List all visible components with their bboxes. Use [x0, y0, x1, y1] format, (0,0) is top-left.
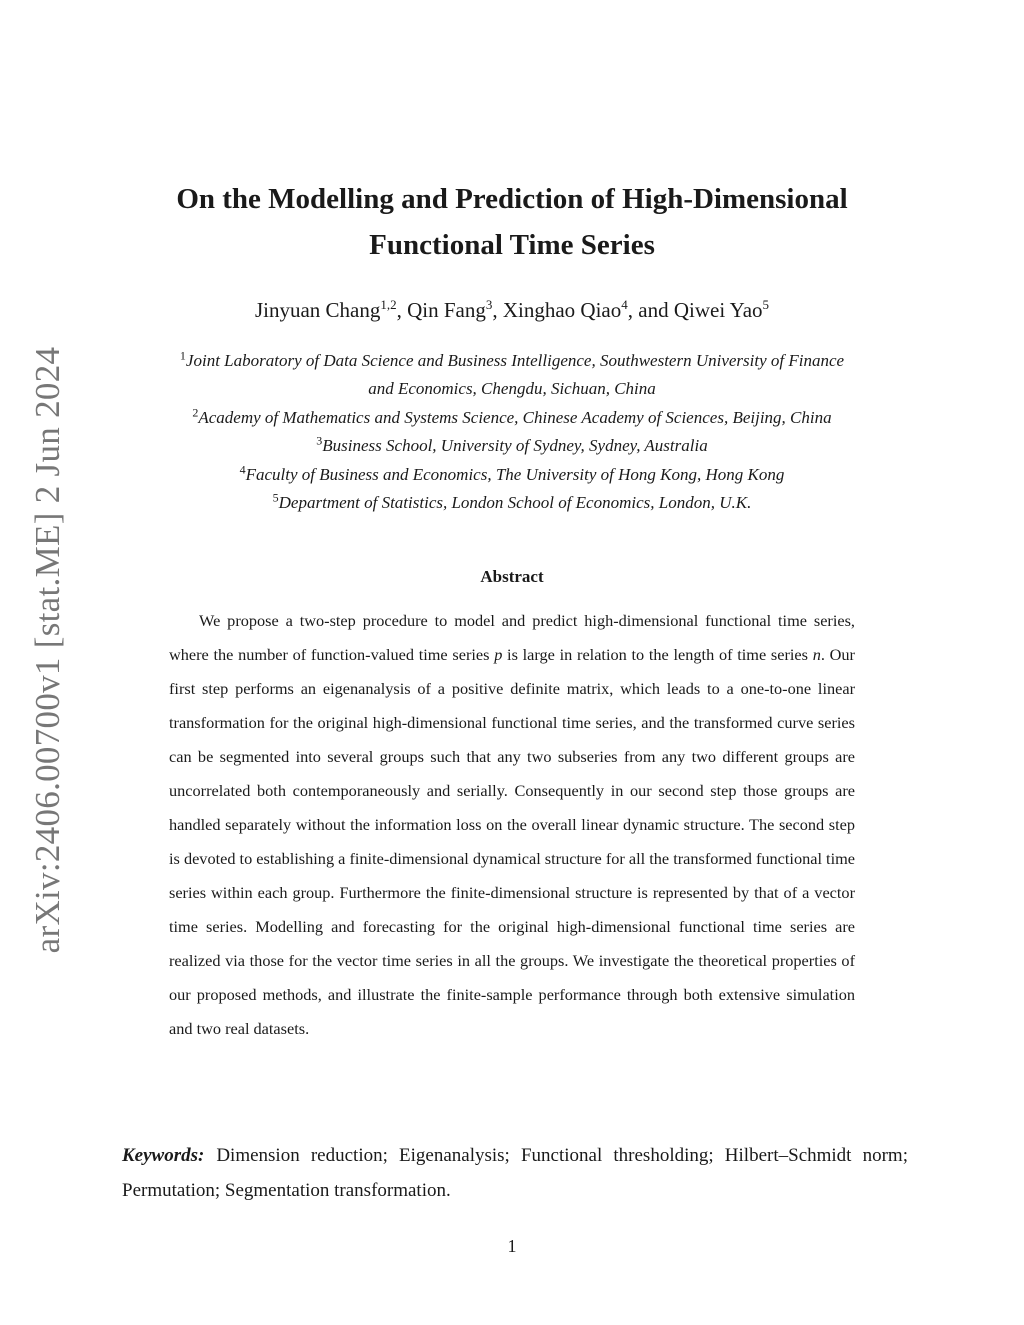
author-affiliation-mark: 5 — [762, 297, 770, 312]
affiliation-mark: 2 — [192, 405, 199, 420]
author-affiliation-mark: 4 — [621, 297, 628, 312]
author-name: Xinghao Qiao — [502, 298, 622, 322]
title-line-1: On the Modelling and Prediction of High-Dimensional — [176, 183, 848, 215]
arxiv-identifier-stamp: arXiv:2406.00700v1 [stat.ME] 2 Jun 2024 — [28, 346, 67, 954]
author-name: Qiwei Yao — [673, 298, 763, 322]
math-variable-n: n — [812, 645, 821, 664]
author-separator: , — [492, 298, 503, 322]
abstract-body: We propose a two-step procedure to model and predict high-dimensional functional time series, where the number of function-valued time series p is large in relation to the length of time series n. Our first step performs an eigenanalysis of a positive definite matrix, which leads to a one-to-one linear transformation for the original high-dimensional functional time series, and the transformed curve series can be segmented into several groups such that any two subseries from any two different groups are uncorrelated both contemporaneously and serially. Consequently in our second step those groups are handled separately without the information loss on the overall linear dynamic structure. The second step is devoted to establishing a finite-dimensional dynamical structure for all the transformed functional time series within each group. Furthermore the finite-dimensional structure is represented by that of a vector time series. Modelling and forecasting for the original high-dimensional functional time series are realized via those for the vector time series in all the groups. We investigate the theoretical properties of our proposed methods, and illustrate the finite-sample performance through both extensive simulation and two real datasets. — [169, 611, 855, 1038]
affiliation-list — [110, 347, 914, 517]
abstract-heading: Abstract — [480, 567, 544, 586]
affiliation-2: $^2$Academy of Mathematics and Systems Science, Chinese Academy of Sciences, Beijing, China — [192, 405, 832, 427]
affiliation-mark: 3 — [316, 433, 323, 448]
affiliation-mark: 4 — [239, 461, 246, 476]
author-affiliation-mark: 3 — [485, 297, 493, 312]
keywords-text: Dimension reduction; Eigenanalysis; Functional thresholding; Hilbert–Schmidt norm; Permutation; Segmentation transformation. — [122, 1145, 908, 1201]
author-separator: , and — [627, 298, 674, 322]
affiliation-mark: 5 — [272, 490, 279, 505]
title-line-2: Functional Time Series — [369, 229, 655, 261]
author-list — [100, 295, 924, 325]
author-separator: , — [396, 298, 408, 322]
author-affiliation-mark: 1,2 — [380, 297, 397, 312]
paper-title — [100, 176, 924, 268]
keywords-label: Keywords: — [122, 1145, 205, 1166]
affiliation-1-continued: and Economics, Chengdu, Sichuan, China — [368, 379, 656, 399]
math-variable-p: p — [494, 645, 503, 664]
affiliation-1: $^1$Joint Laboratory of Data Science and Business Intelligence, Southwestern University of Finance — [179, 348, 845, 370]
keywords-section — [122, 1138, 908, 1208]
author-name: Jinyuan Chang — [254, 298, 381, 322]
affiliation-3: $^3$Business School, University of Sydney, Sydney, Australia — [316, 433, 708, 456]
page-number: 1 — [507, 1236, 517, 1256]
author-name: Qin Fang — [407, 298, 486, 322]
affiliation-5: $^5$Department of Statistics, London School of Economics, London, U.K. — [272, 490, 752, 513]
affiliation-4: $^4$Faculty of Business and Economics, The University of Hong Kong, Hong Kong — [239, 461, 785, 484]
affiliation-mark: 1 — [179, 348, 186, 363]
